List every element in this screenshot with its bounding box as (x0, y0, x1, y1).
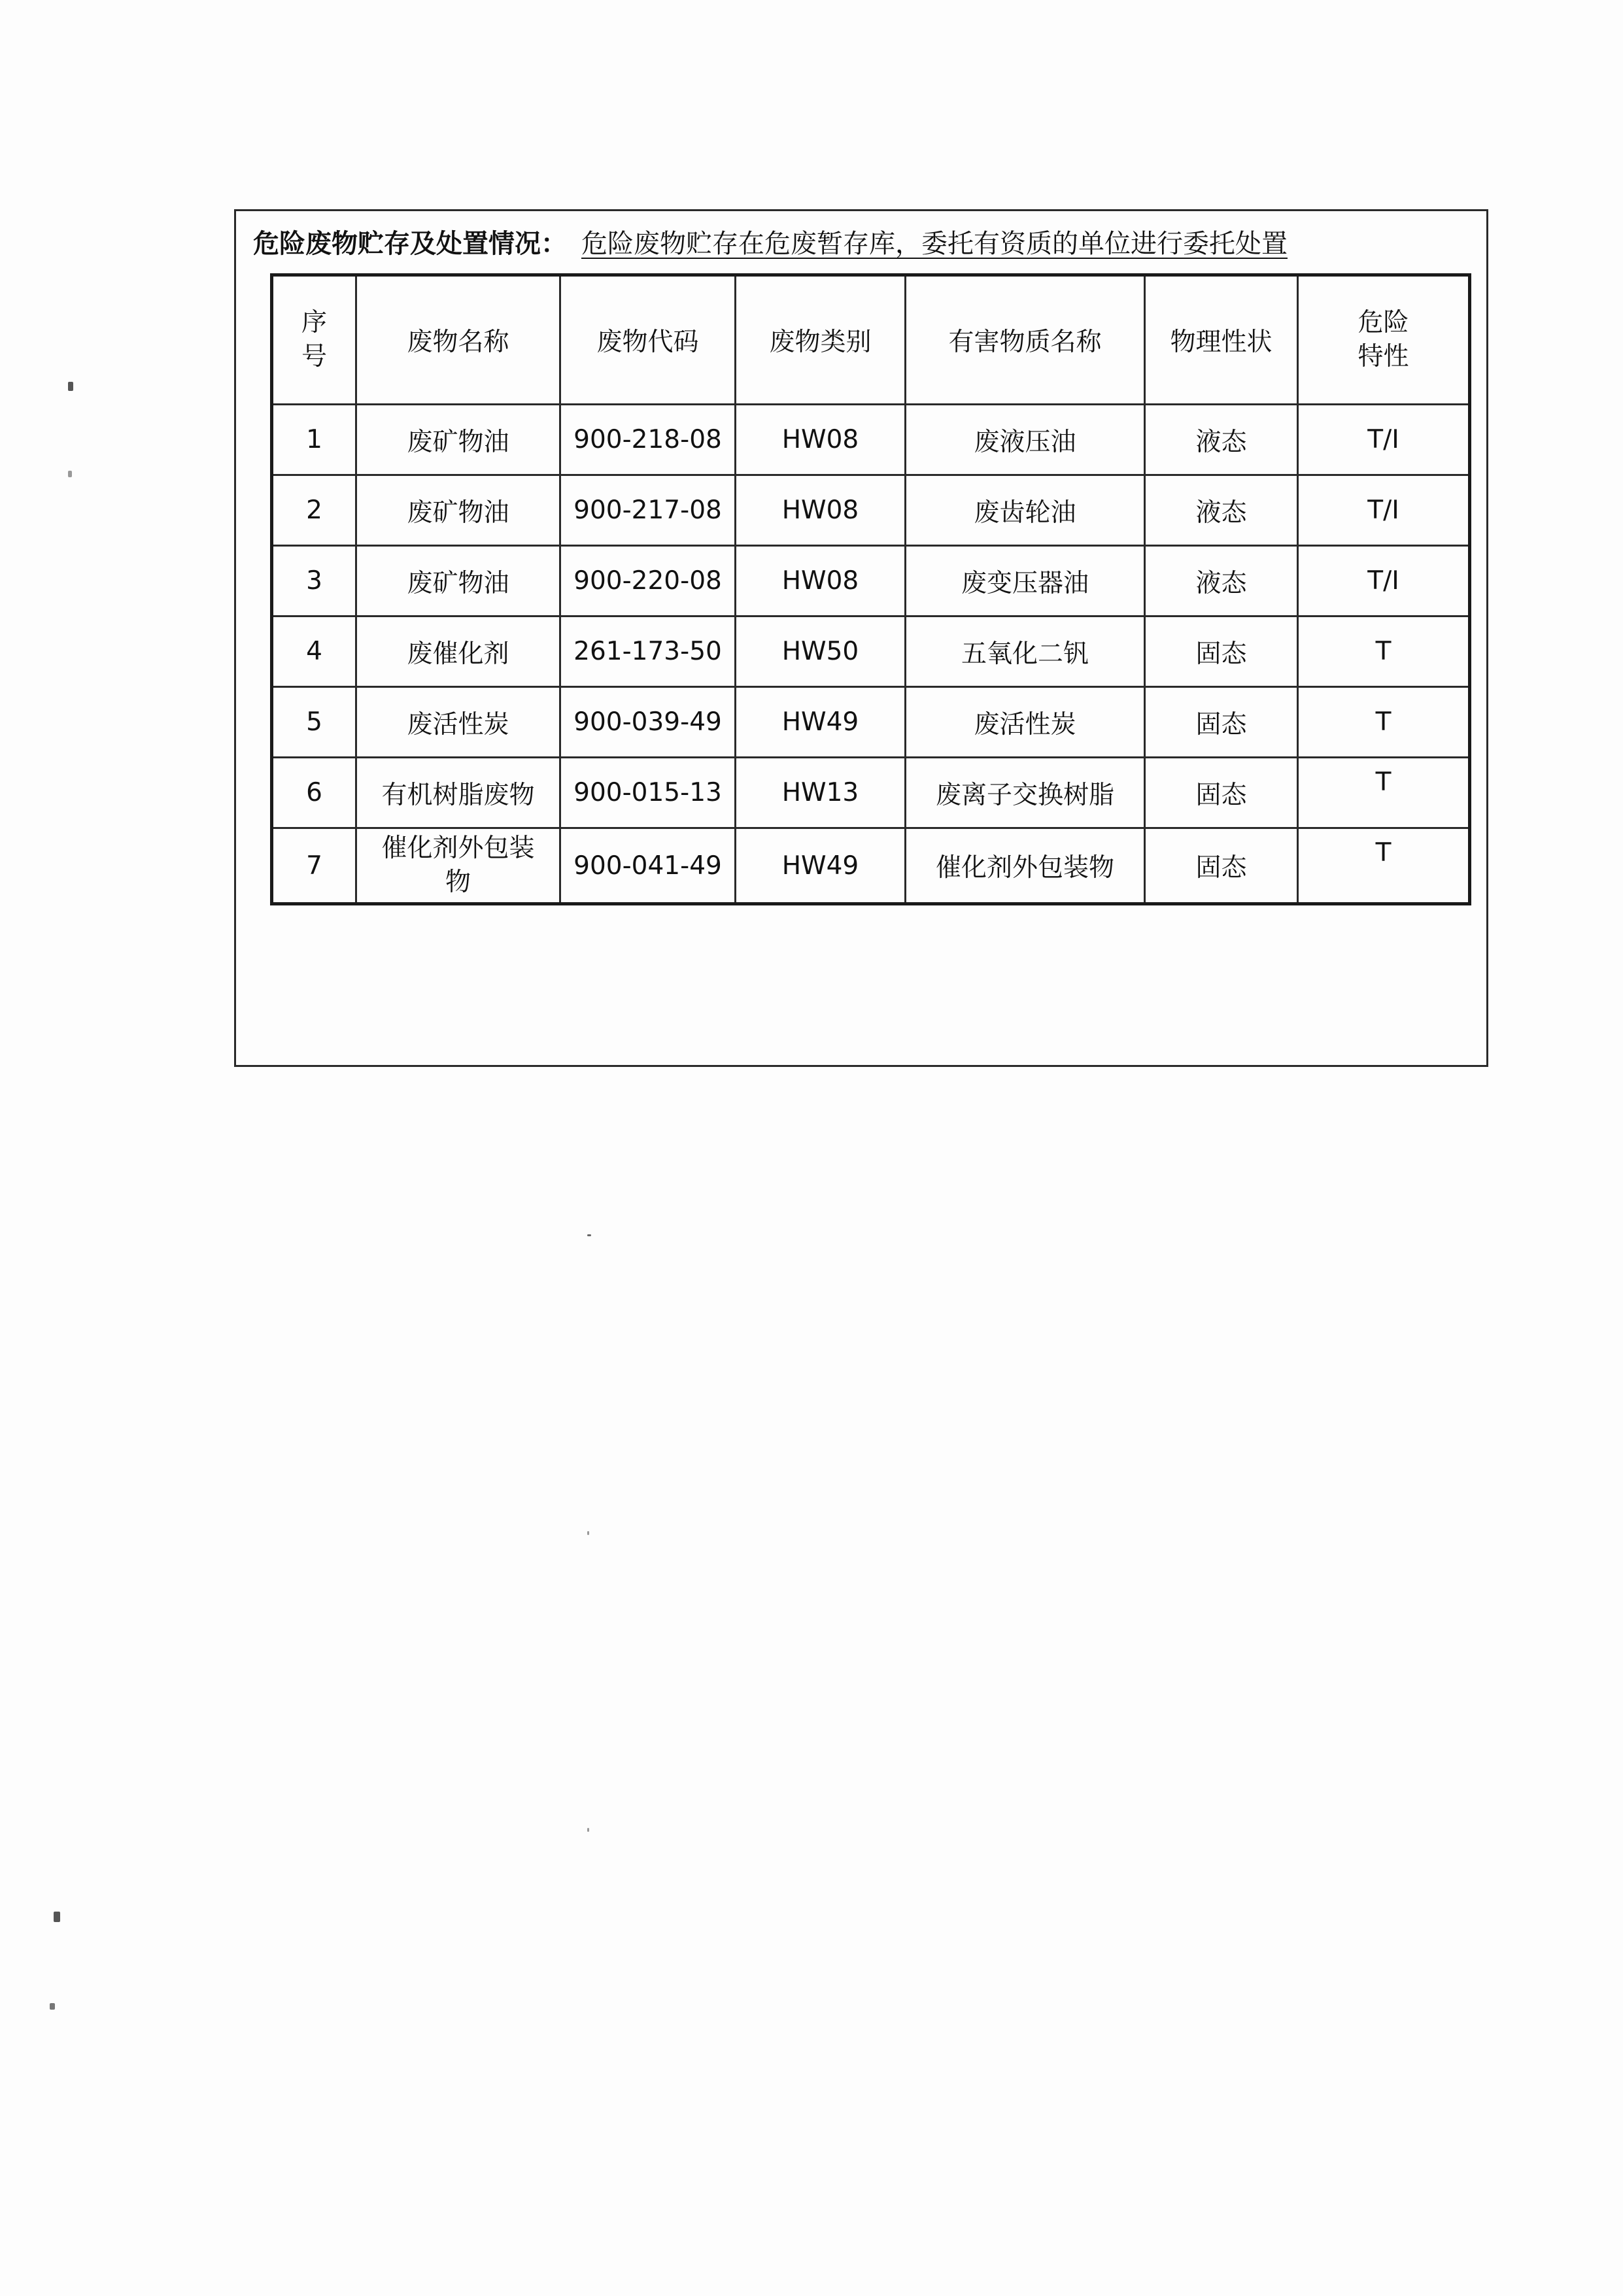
cell-waste-code: 900-217-08 (560, 475, 736, 546)
cell-physical-state: 固态 (1145, 616, 1298, 687)
cell-waste-name: 废活性炭 (356, 687, 560, 758)
header-serial-no (272, 275, 356, 405)
cell-waste-category: HW08 (736, 475, 906, 546)
cell-waste-code: 261-173-50 (560, 616, 736, 687)
hazardous-waste-table (270, 273, 1471, 905)
table-row (272, 546, 1470, 616)
disposal-section-box (234, 209, 1488, 1067)
cell-waste-category: HW49 (736, 687, 906, 758)
table-row (272, 687, 1470, 758)
cell-serial-no: 4 (272, 616, 356, 687)
section-title (253, 226, 1288, 262)
header-serial-no-line1: 序 (301, 308, 327, 337)
header-hazard-property-line2: 特性 (1358, 342, 1409, 371)
cell-waste-name (356, 828, 560, 904)
cell-physical-state: 液态 (1145, 405, 1298, 475)
header-waste-code: 废物代码 (560, 275, 736, 405)
scan-speck (587, 1234, 591, 1236)
cell-serial-no: 6 (272, 758, 356, 828)
header-harmful-substance: 有害物质名称 (906, 275, 1145, 405)
cell-serial-no: 1 (272, 405, 356, 475)
cell-waste-name-line2: 物 (445, 868, 471, 897)
cell-harmful-substance: 废液压油 (906, 405, 1145, 475)
header-hazard-property-line1: 危险 (1358, 308, 1409, 337)
header-hazard-property (1298, 275, 1470, 405)
cell-hazard-property: T/I (1298, 405, 1470, 475)
table-row (272, 758, 1470, 828)
cell-waste-category: HW13 (736, 758, 906, 828)
cell-hazard-property: T/I (1298, 475, 1470, 546)
cell-harmful-substance: 废齿轮油 (906, 475, 1145, 546)
cell-waste-category: HW49 (736, 828, 906, 904)
header-waste-name: 废物名称 (356, 275, 560, 405)
cell-hazard-property: T (1298, 758, 1470, 828)
table-row (272, 405, 1470, 475)
cell-waste-name: 废矿物油 (356, 405, 560, 475)
scan-speck (68, 382, 73, 391)
cell-serial-no: 2 (272, 475, 356, 546)
cell-physical-state: 固态 (1145, 687, 1298, 758)
table-header-row (272, 275, 1470, 405)
section-title-value: 危险废物贮存在危废暂存库，委托有资质的单位进行委托处置 (581, 229, 1288, 259)
cell-waste-name: 废矿物油 (356, 475, 560, 546)
cell-harmful-substance: 废活性炭 (906, 687, 1145, 758)
cell-waste-name: 废矿物油 (356, 546, 560, 616)
scan-speck (587, 1531, 589, 1535)
cell-waste-name: 有机树脂废物 (356, 758, 560, 828)
table-row (272, 475, 1470, 546)
table-row (272, 616, 1470, 687)
cell-harmful-substance: 废变压器油 (906, 546, 1145, 616)
cell-hazard-property: T (1298, 687, 1470, 758)
cell-physical-state: 液态 (1145, 546, 1298, 616)
header-physical-state: 物理性状 (1145, 275, 1298, 405)
cell-harmful-substance: 催化剂外包装物 (906, 828, 1145, 904)
cell-hazard-property: T (1298, 616, 1470, 687)
header-waste-category: 废物类别 (736, 275, 906, 405)
scan-speck (587, 1828, 589, 1832)
cell-serial-no: 7 (272, 828, 356, 904)
section-title-label: 危险废物贮存及处置情况： (253, 229, 567, 259)
cell-waste-code: 900-015-13 (560, 758, 736, 828)
cell-waste-code: 900-218-08 (560, 405, 736, 475)
table-row (272, 828, 1470, 904)
cell-physical-state: 固态 (1145, 828, 1298, 904)
cell-waste-category: HW08 (736, 405, 906, 475)
cell-waste-code: 900-041-49 (560, 828, 736, 904)
cell-waste-category: HW08 (736, 546, 906, 616)
cell-physical-state: 液态 (1145, 475, 1298, 546)
cell-physical-state: 固态 (1145, 758, 1298, 828)
cell-waste-code: 900-039-49 (560, 687, 736, 758)
header-serial-no-line2: 号 (301, 342, 327, 371)
cell-waste-name: 废催化剂 (356, 616, 560, 687)
cell-waste-name-line1: 催化剂外包装 (381, 834, 535, 863)
cell-hazard-property: T/I (1298, 546, 1470, 616)
cell-hazard-property: T (1298, 828, 1470, 904)
cell-waste-code: 900-220-08 (560, 546, 736, 616)
cell-harmful-substance: 五氧化二钒 (906, 616, 1145, 687)
cell-serial-no: 5 (272, 687, 356, 758)
cell-waste-category: HW50 (736, 616, 906, 687)
scan-speck (50, 2003, 55, 2010)
cell-serial-no: 3 (272, 546, 356, 616)
scan-speck (68, 471, 72, 477)
cell-harmful-substance: 废离子交换树脂 (906, 758, 1145, 828)
scan-speck (54, 1912, 60, 1922)
